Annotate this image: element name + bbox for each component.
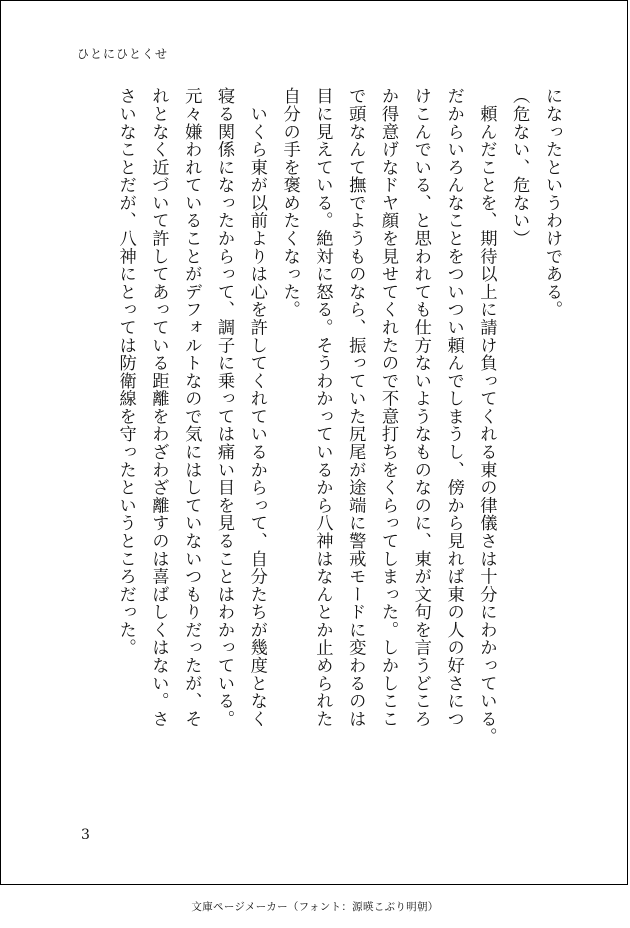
text-line: 自分の手を褒めたくなった。 <box>279 87 300 319</box>
text-line: になったというわけである。 <box>542 87 562 319</box>
text-line: （危ない、危ない） <box>509 87 530 248</box>
text-line: 元々嫌われていることがデフォルトなので気にはしていないつもりだったが、そ <box>181 87 202 728</box>
text-line: だからいろんなことをついつい頼んでしまうし、傍から見れば東の人の好さにつ <box>443 87 464 728</box>
page-number: 3 <box>81 827 90 843</box>
text-line: 目に見えている。絶対に怒る。そうわかっているから八神はなんとか止められた <box>312 87 333 728</box>
footer-credit: 文庫ページメーカー（フォント：源暎こぶり明朝） <box>191 901 439 913</box>
text-line: れとなく近づいて許してあっている距離をわざわざ離すのは喜ばしくはない。さ <box>148 87 169 728</box>
text-line: けこんでいる、と思われても仕方ないようなものなのに、東が文句を言うどころ <box>410 87 431 728</box>
text-line: 寝る関係になったからって、調子に乗っては痛い目を見ることはわかっている。 <box>214 87 235 728</box>
text-line: か得意げなドヤ顔を見せてくれたので不意打ちをくらってしまった。しかしここ <box>378 87 399 728</box>
text-line: さいなことだが、八神にとっては防衛線を守ったというところだった。 <box>115 87 136 657</box>
text-line: で頭なんて撫でようものなら、振っていた尻尾が途端に警戒モードに変わるのは <box>345 87 366 728</box>
text-line: いくら東が以前よりは心を許してくれているからって、自分たちが幾度となく <box>246 87 267 728</box>
running-header: ひとにひとくせ <box>77 47 169 61</box>
text-line: 頼んだことを、期待以上に請け負ってくれる東の律儀さは十分にわかっている。 <box>476 87 497 746</box>
body-text <box>71 87 568 801</box>
